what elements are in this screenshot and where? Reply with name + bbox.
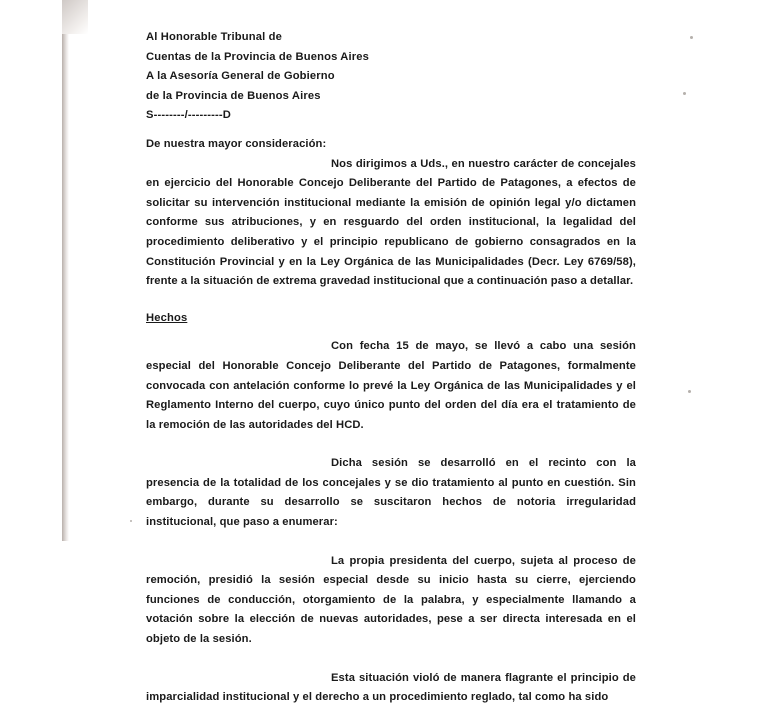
addressee-line-4: de la Provincia de Buenos Aires <box>146 89 321 102</box>
intro-paragraph-text: Nos dirigimos a Uds., en nuestro carácter de concejales en ejercicio del Honorable Concejo Deliberante del Partido de Patagones, a efectos de solicitar su intervención institucional mediante la emisión de opinión legal y/o dictamen conforme sus atribuciones, y en resguardo del orden institucional, la legalidad del procedimiento deliberativo y el principio republicano de gobierno consagrados en la Constitución Provincial y en la Ley Orgánica de las Municipalidades (Decr. Ley 6769/58), frente a la situación de extrema gravedad institucional que a continuación paso a detallar. <box>146 157 636 288</box>
spacer <box>146 435 636 454</box>
paper-speck <box>690 36 693 39</box>
spacer <box>146 650 636 669</box>
page-bottom-edge <box>0 541 776 542</box>
paragraph-3-text: La propia presidenta del cuerpo, sujeta al proceso de remoción, presidió la sesión especial desde su inicio hasta su cierre, ejerciendo funciones de conducción, otorgamiento de la palabra, y especialmente llamando a votación sobre la elección de nuevas autoridades, pese a ser directa interesada en el objeto de la sesión. <box>146 554 636 646</box>
paragraph-2-text: Dicha sesión se desarrolló en el recinto con la presencia de la totalidad de los concejales y se dio tratamiento al punto en cuestión. Sin embargo, durante su desarrollo se suscitaron hechos de notoria irregularidad institucional, que paso a enumerar: <box>146 457 636 529</box>
paragraph-4 <box>146 669 636 708</box>
paragraph-1-text: Con fecha 15 de mayo, se llevó a cabo una sesión especial del Honorable Concejo Deliberante del Partido de Patagones, formalmente convocada con antelación conforme lo prevé la Ley Orgánica de las Municipalidades y el Reglamento Interno del cuerpo, cuyo único punto del orden del día era el tratamiento de la remoción de las autoridades del HCD. <box>146 340 636 431</box>
spacer <box>146 126 636 135</box>
paper-speck <box>688 390 691 393</box>
paragraph-3 <box>146 552 636 650</box>
salutation-line: De nuestra mayor consideración: <box>146 137 327 150</box>
addressee-line-1: Al Honorable Tribunal de <box>146 31 282 43</box>
document-text-body <box>146 28 636 708</box>
spacer <box>146 292 636 309</box>
scan-edge-shadow <box>62 0 69 542</box>
paragraph-1 <box>146 337 636 435</box>
paragraph-2 <box>146 454 636 532</box>
intro-paragraph <box>146 155 636 292</box>
spacer <box>146 533 636 552</box>
paper-speck <box>130 520 132 522</box>
paragraph-4-text: Esta situación violó de manera flagrante el principio de imparcialidad institucional y el derecho a un procedimiento reglado, tal como ha sido <box>146 671 636 704</box>
scan-left-margin <box>0 0 62 542</box>
spacer <box>146 328 636 337</box>
paper-speck <box>683 92 686 95</box>
addressee-line-5: S--------/---------D <box>146 109 231 122</box>
addressee-line-2: Cuentas de la Provincia de Buenos Aires <box>146 50 370 63</box>
addressee-line-3: A la Asesoría General de Gobierno <box>146 70 335 83</box>
page-corner-fold <box>62 0 88 34</box>
section-heading-hechos: Hechos <box>146 311 188 324</box>
